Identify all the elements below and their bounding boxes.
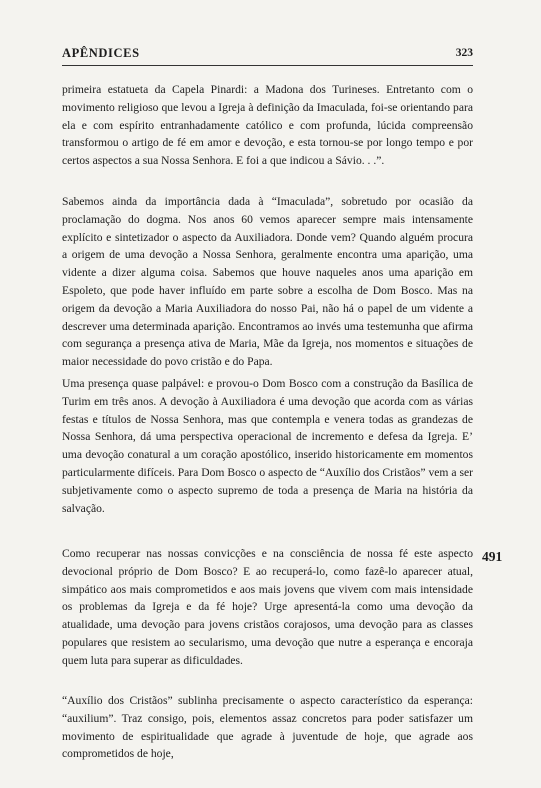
running-head: APÊNDICES [62, 46, 140, 60]
page-header [62, 44, 473, 64]
page-number: 323 [455, 47, 473, 59]
paragraph-5: “Auxílio dos Cristãos” sublinha precisamente o aspecto característico da esperança: “auxilium”. Traz consigo, pois, elementos assaz concretos para poder satisfazer um movimento de espiritualidade que agrade à juventude de hoje, que agrade aos comprometidos de hoje, [62, 694, 473, 761]
margin-paragraph-number: 491 [482, 549, 503, 564]
paragraph-4: Como recuperar nas nossas convicções e na consciência de nossa fé este aspecto devocional próprio de Dom Bosco? E ao recuperá-lo, como fazê-lo aparecer atual, simpático aos mais comprometidos e aos mais jovens que vivem com mais intensidade os problemas da Igreja e da fé hoje? Urge apresentá-la como uma devoção da atualidade, uma devoção para jovens cristãos corajosos, uma devoção para as classes populares que resistem ao secularismo, uma devoção que nutre a esperança e encoraja quem luta para superar as dificuldades. [62, 547, 473, 667]
paragraph-1: primeira estatueta da Capela Pinardi: a Madona dos Turineses. Entretanto com o movimento religioso que levou a Igreja à definição da Imaculada, foi-se orientando para ela e com espírito entranhadamente católico e com profunda, lúcida compreensão transformou o artigo de fé em amor e devoção, e esta tornou-se por longo tempo e por certos aspectos a sua Nossa Senhora. E foi a que indicou a Sávio. . .”. [62, 83, 473, 168]
paragraph-2: Sabemos ainda da importância dada à “Imaculada”, sobretudo por ocasião da proclamação do dogma. Nos anos 60 vemos aparecer sempre mais intensamente explícito e sintetizador o aspecto da Auxiliadora. Donde vem? Quando alguém procura a origem de uma devoção a Nossa Senhora, geralmente encontra uma aparição, uma vidente a dizer alguma coisa. Sabemos que houve naqueles anos uma aparição em Espoleto, que pode haver influído em parte sobre a escolha de Dom Bosco. Mas na origem da devoção a Maria Auxiliadora do nosso Pai, não há o papel de um vidente a descrever uma determinada aparição. Encontramos ao invés uma testemunha que afirma com segurança a presença ativa de Maria, Mãe da Igreja, nos momentos e situações de maior necessidade do povo cristão e do Papa. [62, 195, 473, 369]
paragraph-3: Uma presença quase palpável: e provou-o Dom Bosco com a construção da Basílica de Turim em três anos. A devoção à Auxiliadora é uma devoção que acorda com as várias festas e títulos de Nossa Senhora, mas que contempla e venera todas as grandezas de Nossa Senhora, dá uma perspectiva operacional de incremento e defesa da Igreja. E’ uma devoção conatural a um coração apostólico, inserido historicamente em momentos particularmente difíceis. Para Dom Bosco o aspecto de “Auxílio dos Cristãos” vem a ser subjetivamente como o aspecto supremo de toda a presença de Maria na história da salvação. [62, 377, 473, 515]
header-rule [62, 65, 473, 66]
